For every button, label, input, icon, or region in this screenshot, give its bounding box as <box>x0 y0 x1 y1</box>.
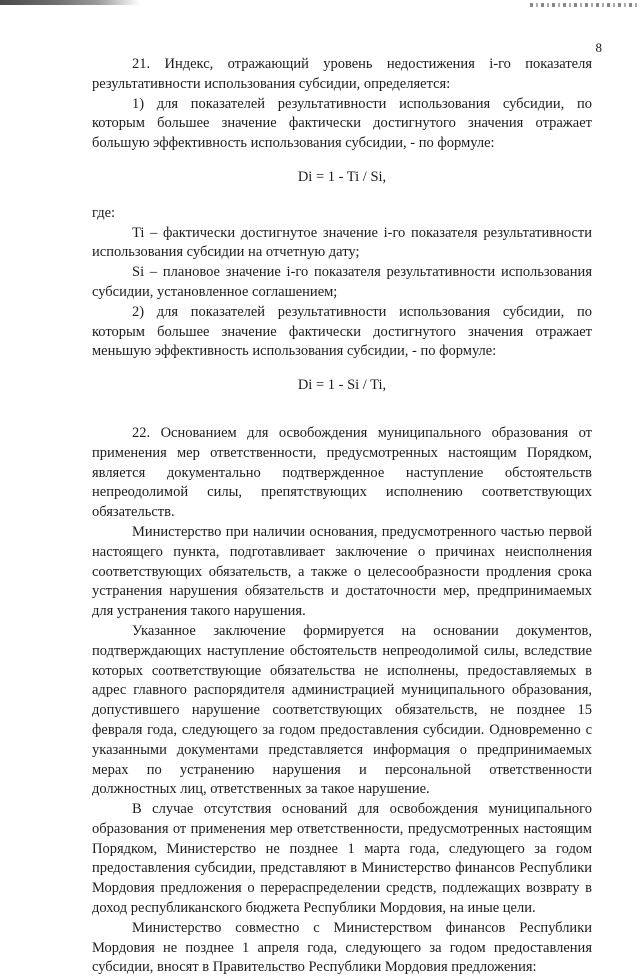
where-label: где: <box>92 204 116 221</box>
definition-S: Si – плановое значение i-го показателя результативности использования субсидии, установленное соглашением; <box>92 264 592 300</box>
paragraph-22-ministry: Министерство при наличии основания, предусмотренного частью первой настоящего пункта, подготавливает заключение о причинах неисполнения соответствующих обязательств, а также о целесообразности продления срока устранения нарушения обязательств и достаточности мер, предпринимаемых для устранения такого нарушения. <box>92 523 592 620</box>
paragraph-21-case-2: 2) для показателей результативности использования субсидии, по которым большее значение фактически достигнутого значения отражает меньшую эффективность использования субсидии, - по формуле: <box>92 303 592 360</box>
page-number: 8 <box>595 40 602 55</box>
formula-2: Di = 1 - Si / Ti, <box>297 377 387 394</box>
paragraph-21-intro: 21. Индекс, отражающий уровень недостижения i-го показателя результативности использования субсидии, определяется: <box>92 56 592 92</box>
spacer <box>92 412 592 424</box>
paragraph-22-joint: Министерство совместно с Министерством финансов Республики Мордовия не позднее 1 апреля года, следующего за годом предоставления субсидии, вносят в Правительство Республики Мордовия предложения: <box>92 919 592 976</box>
paragraph-22-absence: В случае отсутствия оснований для освобождения муниципального образования от применения мер ответственности, предусмотренных настоящим Порядком, Министерство не позднее 1 марта года, следующего за годом предоставления субсидии, представляют в Министерство финансов Республики Мордовия предложения о перераспределении средств, подлежащих возврату в доход республиканского бюджета Республики Мордовия, на иные цели. <box>92 801 592 917</box>
formula-1: Di = 1 - Ti / Si, <box>297 168 387 185</box>
paragraph-22-intro: 22. Основанием для освобождения муниципального образования от применения мер ответственности, предусмотренных настоящим Порядком, является документально подтвержденное наступление обстоятельств непреодолимой силы, препятствующих исполнению соответствующих обязательств. <box>92 424 592 521</box>
definition-T: Ti – фактически достигнутое значение i-го показателя результативности использования субсидии на отчетную дату; <box>92 224 592 261</box>
document-body <box>92 55 592 978</box>
paragraph-22-conclusion: Указанное заключение формируется на основании документов, подтверждающих наступление обстоятельств непреодолимой силы, вследствие которых соответствующие обязательства не исполнены, предоставляемых в адрес главного распорядителя администрацией муниципального образования, допустившего нарушение соответствующих обязательств, не позднее 15 февраля года, следующего за годом предоставления субсидии. Одновременно с указанными документами представляется информация о предпринимаемых мерах по устранению нарушения и персональной ответственности должностных лиц, ответственных за такое нарушение. <box>92 622 592 798</box>
paragraph-21-case-1: 1) для показателей результативности использования субсидии, по которым большее значение фактически достигнутого значения отражает большую эффективность использования субсидии, - по формуле: <box>92 95 592 152</box>
scan-artifact-top-right <box>530 3 640 7</box>
scan-artifact-top-left <box>0 0 140 5</box>
